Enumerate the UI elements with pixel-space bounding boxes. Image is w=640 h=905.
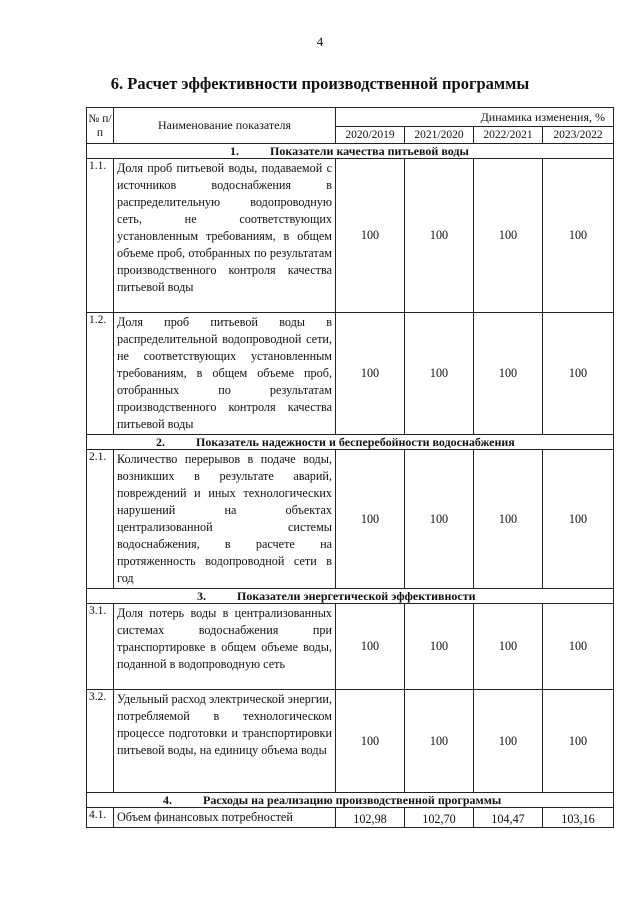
group-row — [87, 793, 614, 808]
indicator-name: Доля потерь воды в централизованных системах водоснабжения при транспортировке в общем объеме воды, поданной в водопроводную сеть — [114, 604, 336, 690]
page-number: 4 — [316, 34, 324, 49]
group-title: Показатель надежности и бесперебойности водоснабжения — [196, 434, 515, 449]
group-row — [87, 435, 614, 450]
value-cell: 100 — [474, 159, 543, 313]
header-indicator-name: Наименование показателя — [114, 108, 336, 144]
group-title: Показатели энергетической эффективности — [237, 588, 476, 603]
group-title: Показатели качества питьевой воды — [270, 143, 469, 158]
row-number: 2.1. — [87, 450, 114, 589]
header-year: 2023/2022 — [543, 127, 614, 144]
group-number: 1. — [230, 143, 239, 158]
value-cell: 100 — [405, 313, 474, 435]
value-cell: 100 — [336, 690, 405, 793]
group-number: 3. — [197, 588, 206, 603]
value-cell: 100 — [336, 159, 405, 313]
header-year: 2020/2019 — [336, 127, 405, 144]
value-cell: 100 — [474, 690, 543, 793]
header-year: 2022/2021 — [474, 127, 543, 144]
value-cell: 100 — [336, 313, 405, 435]
indicator-name: Доля проб питьевой воды, подаваемой с источников водоснабжения в распределительную водопроводную сеть, не соответствующих установленным требованиям, в общем объеме проб, отобранных по результатам производственного контроля качества питьевой воды — [114, 159, 336, 313]
table-row — [87, 808, 614, 828]
value-cell: 103,16 — [543, 808, 614, 828]
value-cell: 100 — [543, 690, 614, 793]
table-row — [87, 690, 614, 793]
value-cell: 100 — [405, 450, 474, 589]
row-number: 3.1. — [87, 604, 114, 690]
indicator-name: Удельный расход электрической энергии, потребляемой в технологическом процессе подготовки и транспортировки питьевой воды, на единицу объема воды — [114, 690, 336, 793]
value-cell: 100 — [543, 313, 614, 435]
value-cell: 100 — [405, 690, 474, 793]
group-row — [87, 589, 614, 604]
group-title: Расходы на реализацию производственной программы — [203, 792, 502, 807]
header-dynamics: Динамика изменения, % — [336, 108, 614, 127]
header-number: № п/п — [87, 108, 114, 144]
value-cell: 100 — [405, 159, 474, 313]
value-cell: 102,70 — [405, 808, 474, 828]
value-cell: 100 — [336, 604, 405, 690]
indicator-name: Количество перерывов в подаче воды, возникших в результате аварий, повреждений и иных технологических нарушений на объектах централизованной системы водоснабжения, в расчете на протяженность водопроводной сети в год — [114, 450, 336, 589]
group-row — [87, 144, 614, 159]
table-row — [87, 450, 614, 589]
value-cell: 100 — [543, 604, 614, 690]
efficiency-table — [86, 107, 614, 828]
group-number: 4. — [163, 792, 172, 807]
indicator-name: Доля проб питьевой воды в распределительной водопроводной сети, не соответствующих установленным требованиям, в общем объеме проб, отобранных по результатам производственного контроля качества питьевой воды — [114, 313, 336, 435]
value-cell: 100 — [474, 450, 543, 589]
table-row — [87, 159, 614, 313]
group-number: 2. — [156, 434, 165, 449]
value-cell: 100 — [543, 450, 614, 589]
value-cell: 100 — [474, 604, 543, 690]
table-row — [87, 313, 614, 435]
row-number: 1.1. — [87, 159, 114, 313]
header-year: 2021/2020 — [405, 127, 474, 144]
row-number: 4.1. — [87, 808, 114, 828]
section-title: 6. Расчет эффективности производственной программы — [110, 74, 530, 93]
value-cell: 100 — [474, 313, 543, 435]
value-cell: 100 — [543, 159, 614, 313]
row-number: 3.2. — [87, 690, 114, 793]
value-cell: 100 — [405, 604, 474, 690]
value-cell: 104,47 — [474, 808, 543, 828]
value-cell: 100 — [336, 450, 405, 589]
row-number: 1.2. — [87, 313, 114, 435]
value-cell: 102,98 — [336, 808, 405, 828]
table-row — [87, 604, 614, 690]
indicator-name: Объем финансовых потребностей — [114, 808, 336, 828]
